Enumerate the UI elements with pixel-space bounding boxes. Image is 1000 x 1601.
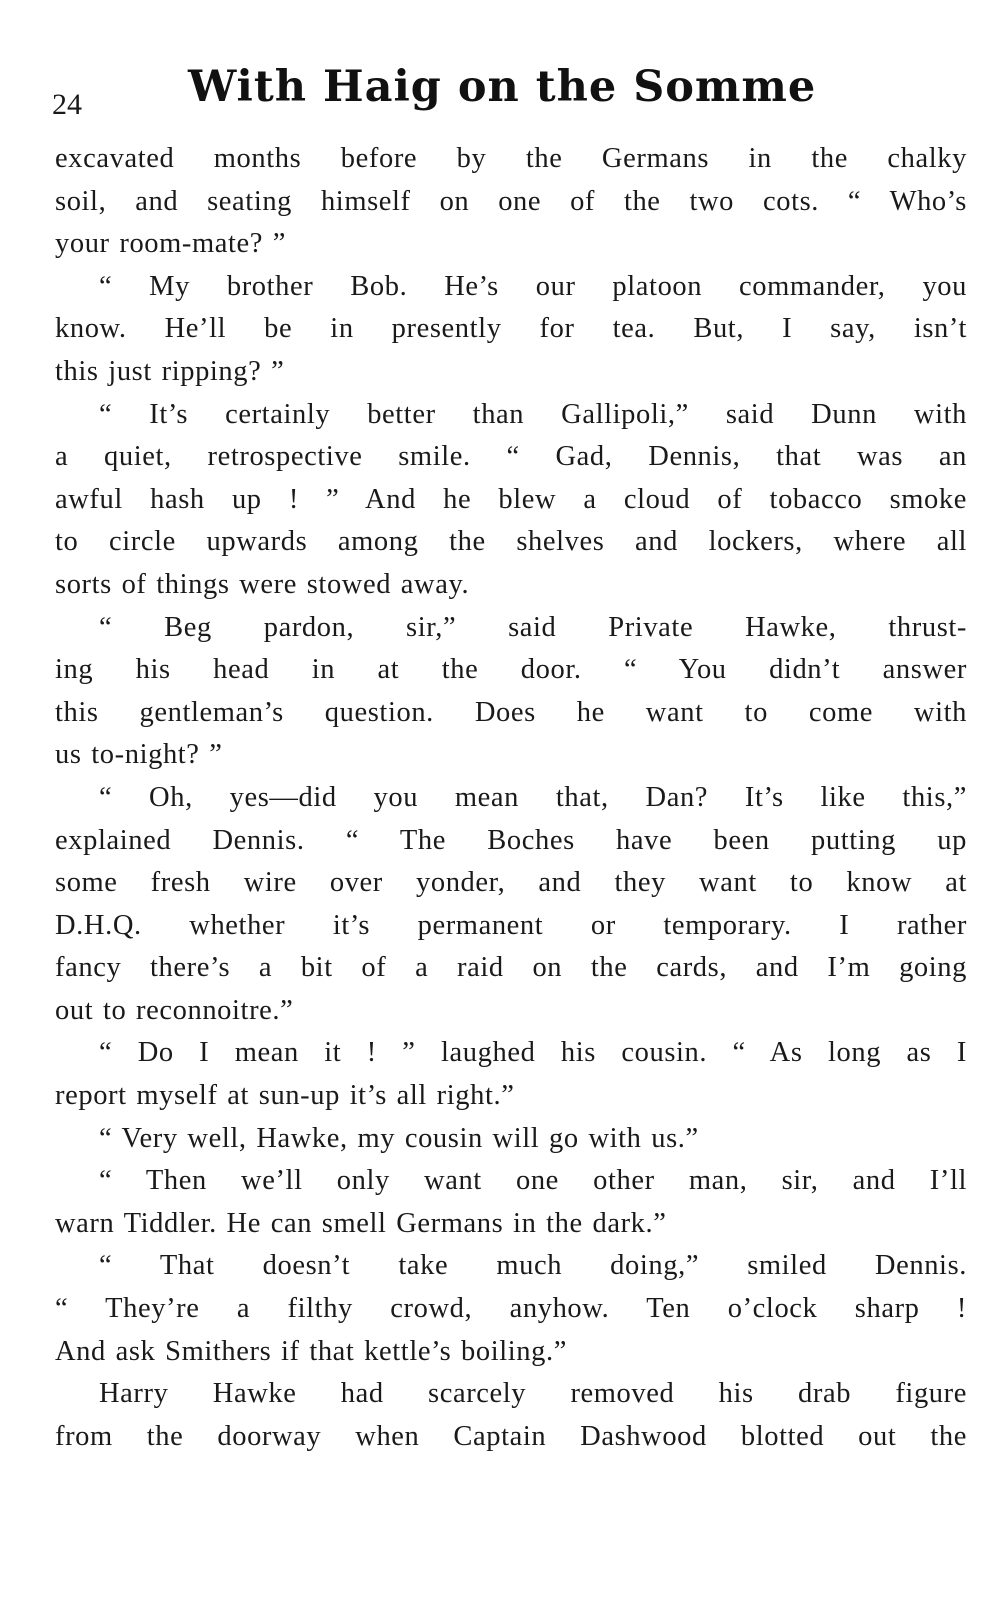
text-line: “ They’re a filthy crowd, anyhow. Ten o’clock sharp ! bbox=[55, 1293, 967, 1325]
text-line: “ Very well, Hawke, my cousin will go with us.” bbox=[99, 1122, 699, 1154]
text-line: to circle upwards among the shelves and lockers, where all bbox=[55, 526, 967, 558]
running-title: With Haig on the Somme bbox=[188, 62, 817, 112]
text-line: D.H.Q. whether it’s permanent or temporary. I rather bbox=[55, 909, 967, 941]
text-line: awful hash up ! ” And he blew a cloud of tobacco smoke bbox=[55, 483, 967, 515]
text-line: soil, and seating himself on one of the two cots. “ Who’s bbox=[55, 185, 967, 217]
text-line: out to reconnoitre.” bbox=[55, 994, 294, 1026]
text-line: this gentleman’s question. Does he want to come with bbox=[55, 696, 967, 728]
text-line: “ It’s certainly better than Gallipoli,” said Dunn with bbox=[99, 398, 967, 430]
text-line: excavated months before by the Germans in the chalky bbox=[55, 143, 967, 174]
text-line: report myself at sun-up it’s all right.” bbox=[55, 1080, 515, 1112]
text-line: your room-mate? ” bbox=[55, 228, 287, 260]
text-line: know. He’ll be in presently for tea. But, I say, isn’t bbox=[55, 313, 967, 345]
text-line: some fresh wire over yonder, and they want to know at bbox=[55, 867, 967, 899]
text-line: And ask Smithers if that kettle’s boiling.” bbox=[55, 1335, 567, 1367]
text-line: “ That doesn’t take much doing,” smiled Dennis. bbox=[99, 1250, 967, 1282]
text-line: “ Oh, yes—did you mean that, Dan? It’s like this,” bbox=[99, 781, 967, 813]
text-line: us to-night? ” bbox=[55, 739, 223, 771]
text-line: “ Do I mean it ! ” laughed his cousin. “ As long as I bbox=[99, 1037, 967, 1069]
text-line: a quiet, retrospective smile. “ Gad, Dennis, that was an bbox=[55, 441, 967, 473]
text-line: explained Dennis. “ The Boches have been putting up bbox=[55, 824, 967, 856]
text-line: ing his head in at the door. “ You didn’t answer bbox=[55, 654, 967, 686]
page-number: 24 bbox=[52, 88, 82, 121]
text-line: warn Tiddler. He can smell Germans in the dark.” bbox=[55, 1207, 667, 1239]
text-line: this just ripping? ” bbox=[55, 355, 285, 387]
text-line: Harry Hawke had scarcely removed his drab figure bbox=[99, 1378, 967, 1410]
text-line: fancy there’s a bit of a raid on the cards, and I’m going bbox=[55, 952, 967, 984]
body-text bbox=[55, 138, 967, 1458]
text-line: “ Then we’ll only want one other man, sir, and I’ll bbox=[99, 1165, 967, 1197]
page-header bbox=[52, 62, 962, 142]
text-line: sorts of things were stowed away. bbox=[55, 568, 470, 600]
text-line: from the doorway when Captain Dashwood blotted out the bbox=[55, 1420, 967, 1452]
text-line: “ Beg pardon, sir,” said Private Hawke, thrust- bbox=[99, 611, 967, 643]
text-line: “ My brother Bob. He’s our platoon commander, you bbox=[99, 270, 967, 302]
